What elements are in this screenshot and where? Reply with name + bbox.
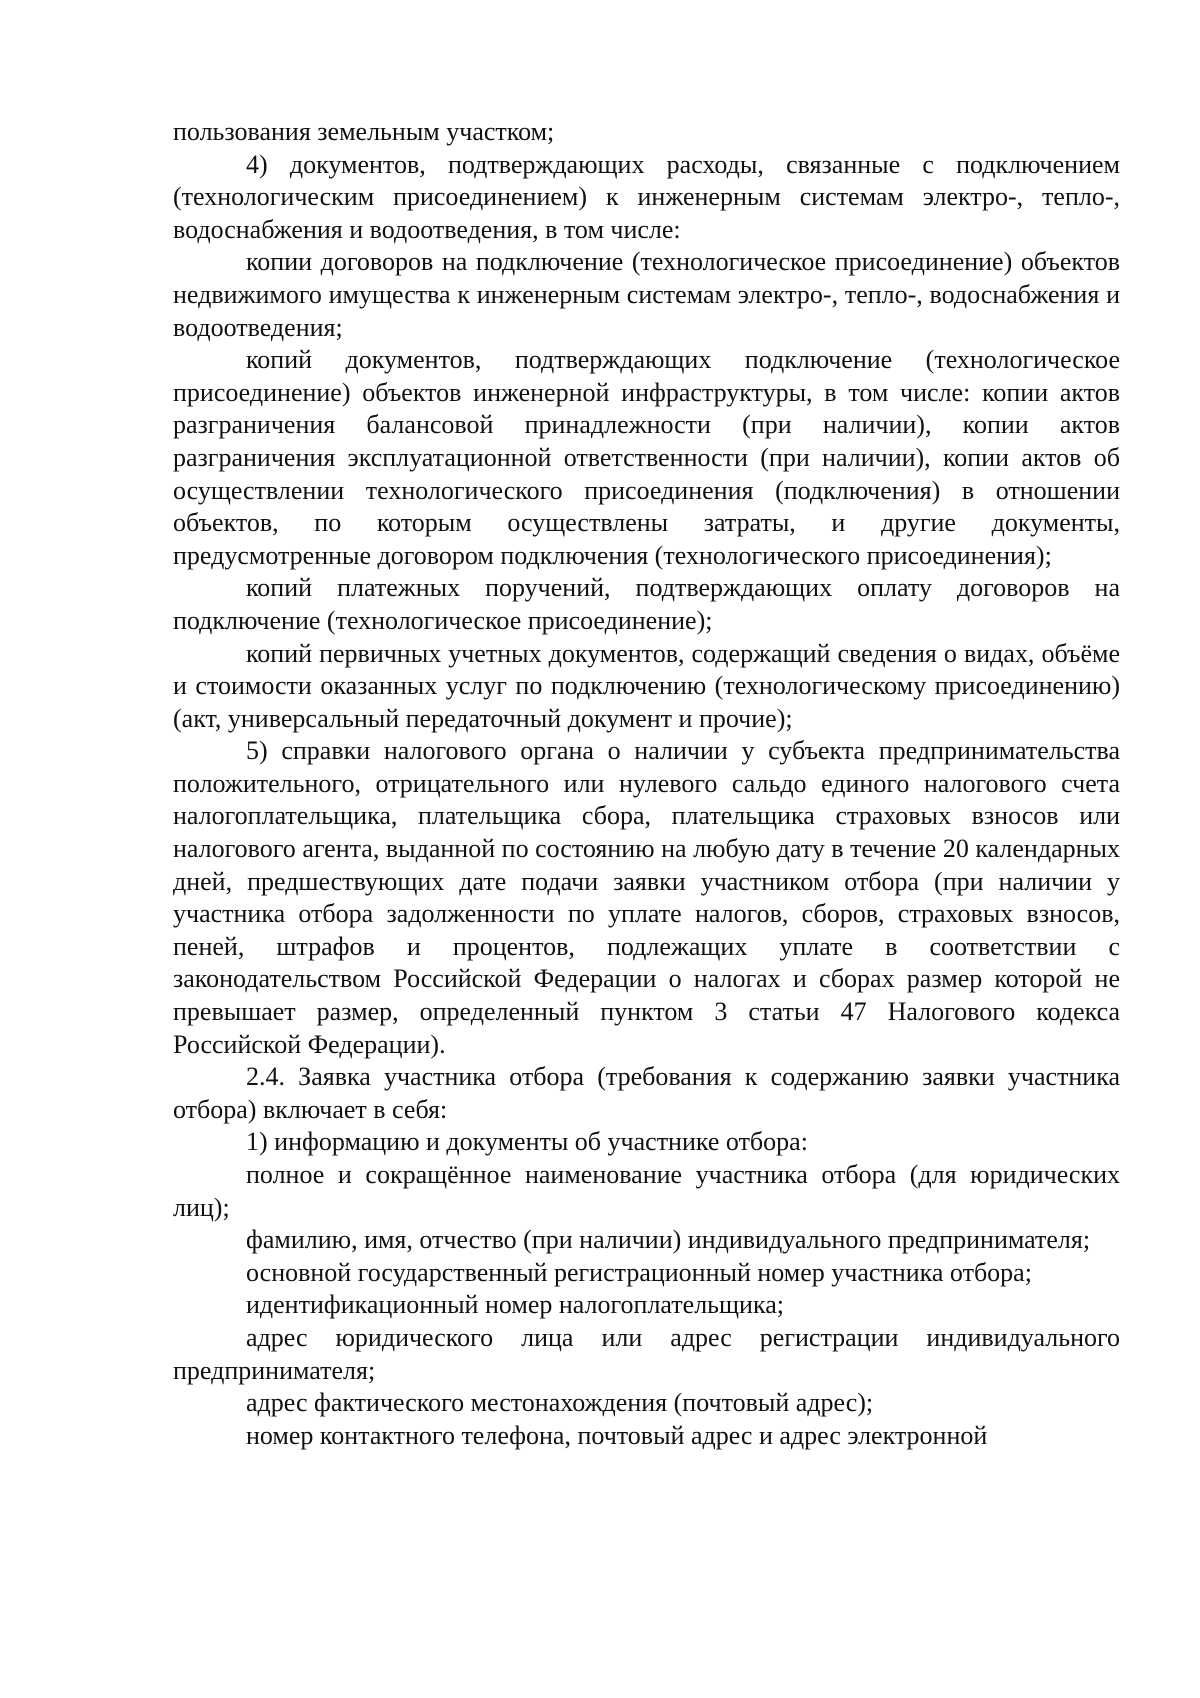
paragraph-section-2-4: 2.4. Заявка участника отбора (требования к содержанию заявки участника отбора) включает в себя: <box>173 1062 1120 1124</box>
paragraph-inn: идентификационный номер налогоплательщика; <box>246 1290 784 1320</box>
paragraph-contact-info: номер контактного телефона, почтовый адрес и адрес электронной <box>246 1420 988 1450</box>
paragraph-connection-documents: копий документов, подтверждающих подключение (технологическое присоединение) объектов инженерной инфраструктуры, в том числе: копии актов разграничения балансовой принадлежности (при наличии), копии актов разграничения эксплуатационной ответственности (при наличии), копии актов об осуществлении технологического присоединения (подключения) в отношении объектов, по которым осуществлены затраты, и другие документы, предусмотренные договором подключения (технологического присоединения); <box>173 345 1120 570</box>
paragraph-primary-documents: копий первичных учетных документов, содержащий сведения о видах, объёме и стоимости оказанных услуг по подключению (технологическому присоединению) (акт, универсальный передаточный документ и прочие); <box>173 638 1120 733</box>
paragraph-land-use-end: пользования земельным участком; <box>173 117 555 146</box>
document-body <box>173 116 1120 1452</box>
paragraph-ogrn: основной государственный регистрационный номер участника отбора; <box>246 1257 1032 1287</box>
paragraph-full-name: полное и сокращённое наименование участника отбора (для юридических лиц); <box>173 1160 1120 1222</box>
paragraph-item-1-participant-info: 1) информацию и документы об участнике отбора: <box>246 1127 808 1157</box>
paragraph-payment-orders: копий платежных поручений, подтверждающих оплату договоров на подключение (технологическое присоединение); <box>173 573 1120 635</box>
paragraph-actual-address: адрес фактического местонахождения (почтовый адрес); <box>246 1388 874 1418</box>
paragraph-legal-address: адрес юридического лица или адрес регистрации индивидуального предпринимателя; <box>173 1322 1120 1385</box>
paragraph-connection-contracts: копии договоров на подключение (технологическое присоединение) объектов недвижимого имущества к инженерным системам электро-, тепло-, водоснабжения и водоотведения; <box>173 247 1120 342</box>
paragraph-item-4-connection-costs: 4) документов, подтверждающих расходы, связанные с подключением (технологическим присоединением) к инженерным системам электро-, тепло-, водоснабжения и водоотведения, в том числе: <box>173 149 1120 244</box>
paragraph-entrepreneur-name: фамилию, имя, отчество (при наличии) индивидуального предпринимателя; <box>246 1225 1091 1255</box>
paragraph-item-5-tax-certificate: 5) справки налогового органа о наличии у субъекта предпринимательства положительного, отрицательного или нулевого сальдо единого налогового счета налогоплательщика, плательщика сбора, плательщика страховых взносов или налогового агента, выданной по состоянию на любую дату в течение 20 календарных дней, предшествующих дате подачи заявки участником отбора (при наличии у участника отбора задолженности по уплате налогов, сборов, страховых взносов, пеней, штрафов и процентов, подлежащих уплате в соответствии с законодательством Российской Федерации о налогах и сборах размер которой не превышает размер, определенный пунктом 3 статьи 47 Налогового кодекса Российской Федерации). <box>173 736 1120 1059</box>
